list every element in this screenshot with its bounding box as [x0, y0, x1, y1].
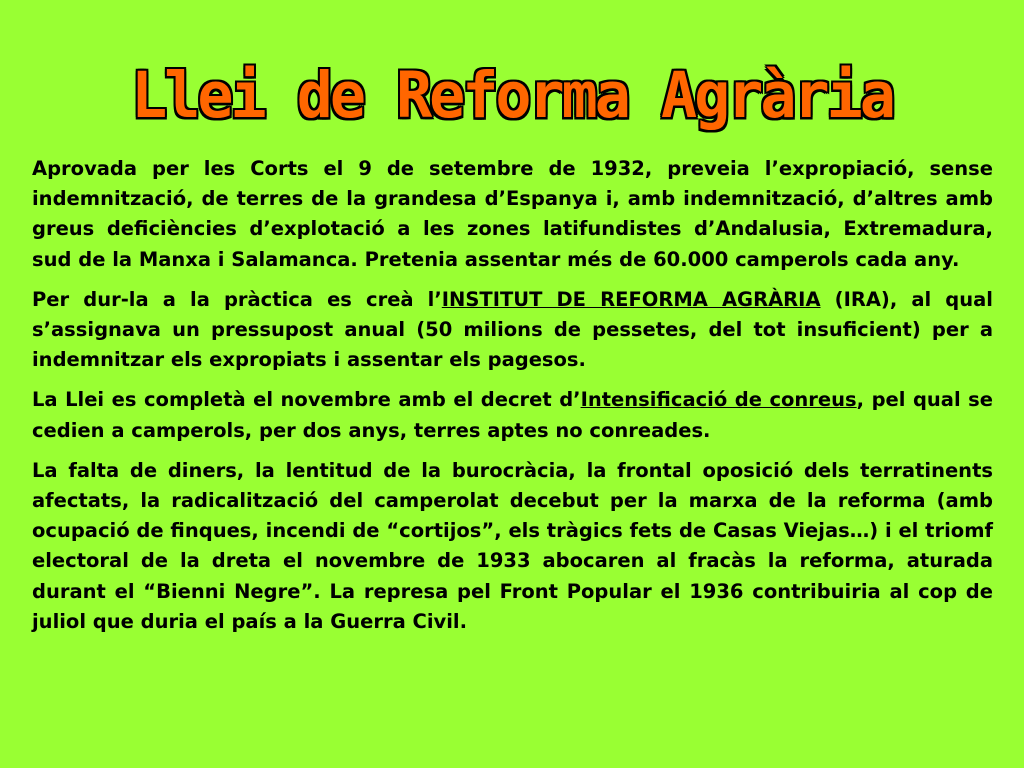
paragraph-1: Aprovada per les Corts el 9 de setembre de 1932, preveia l’expropiació, sense indemnització, de terres de la grandesa d’Espanya i, amb indemnització, d’altres amb greus deficiències d’explotació a les zones latifundistes d’Andalusia, Extremadura, sud de la Manxa i Salamanca. Pretenia assentar més de 60.000 camperols cada any. — [32, 157, 993, 271]
paragraph-2-text-end: (IRA), al qual s’assignava un pressupost anual (50 milions de pessetes, del tot insuficient) per a indemnitzar els expropiats i assentar els pagesos. — [32, 287, 993, 372]
paragraph-3 — [32, 385, 993, 445]
paragraph-4: La falta de diners, la lentitud de la burocràcia, la frontal oposició dels terratinents afectats, la radicalització del camperolat decebut per la marxa de la reforma (amb ocupació de finques, incendi de “cortijos”, els tràgics fets de Casas Viejas…) i el triomf electoral de la dreta el novembre de 1933 abocaren al fracàs la reforma, aturada durant el “Bienni Negre”. La represa pel Front Popular el 1936 contribuiria al cop de juliol que duria el país a la Guerra Civil. — [32, 458, 993, 633]
ira-link-text: INSTITUT DE REFORMA AGRÀRIA — [441, 287, 821, 311]
paragraph-3-text-start: La Llei es completà el novembre amb el decret d’ — [32, 388, 581, 412]
intensificacio-link-text: Intensificació de conreus — [580, 388, 857, 412]
slide-title: Llei de Reforma Agrària — [131, 58, 893, 134]
paragraph-3-text-end: , pel qual se cedien a camperols, per dos anys, terres aptes no conreades. — [32, 388, 993, 442]
slide-body — [32, 154, 993, 647]
paragraph-2 — [32, 285, 993, 376]
paragraph-2-text-start: Per dur-la a la pràctica es creà l’ — [32, 287, 442, 311]
